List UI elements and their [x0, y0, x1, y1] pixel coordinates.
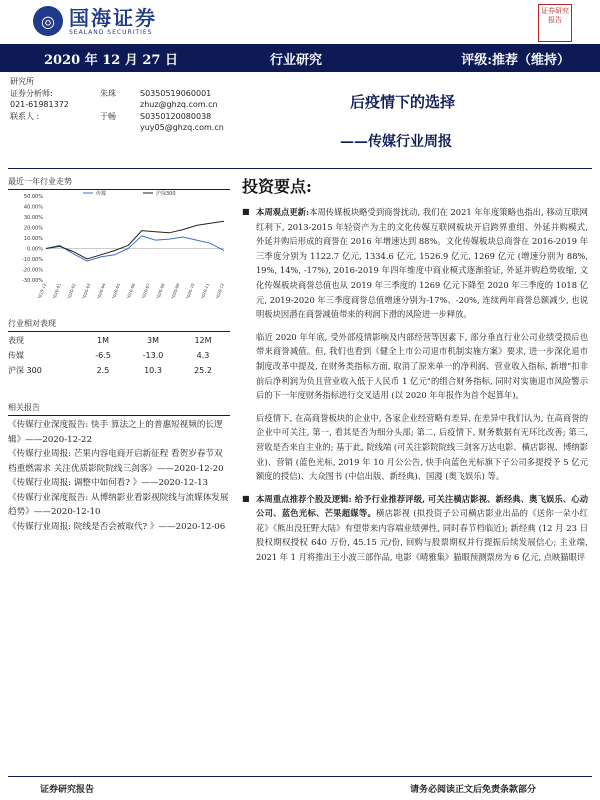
- y-tick-label: 50.00%: [23, 194, 43, 200]
- paragraph: 后疫情下, 在高商誉板块的企业中, 各家企业经营略有差异, 在差异中我们认为, 在高商誉的企业中可关注, 第一, 看其是否为细分头部; 第二, 后疫情下, 财务数据有无环比改善; 第三, 营收是否来自主业的; 基于此, 院线端 (可关注影院院线三剑客万达电影、横店影视、博纳影业)、营销 (蓝色光标, 2019 年 10 月公公告, 快手向蓝色光标旗下子公司多提授予 5 亿元额度的授信)、大众图书 (中信出版、新经典)、国漫 (奥飞娱乐) 等。: [256, 412, 588, 482]
- x-tick-label: 2020-12: [214, 282, 225, 298]
- legend-label: 沪深300: [156, 191, 176, 197]
- x-tick-label: 2020-01: [51, 282, 62, 298]
- related-report-link[interactable]: 《传媒行业深度报告: 快手 算法之上的普惠短视频的长逻辑》——2020-12-22: [8, 420, 223, 445]
- report-subtitle: ——传媒行业周报: [340, 134, 452, 150]
- paragraph-text: 本周传媒板块略受到商誉扰动, 我们在 2021 年年度策略也指出, 移动互联网红利下, 2013-2015 年轻资产为主的文化传媒互联网板块开启跨界重组、外延并购模式, 外延并购后形成的商誉在 2016 年增速达到 88%。文化传媒板块总商誉在 2016-2019 年三季度分别为 1122.7 亿元, 1334.6 亿元, 1526.9 亿元, 1269 亿元 (增速分别为 88%, 19%, 14%, -17%), 2016-2019 年四年维度中商业模式逐渐验证, 外延并购趋势收缩, 文化传媒板块商誉总值也从 2019 年三季度的 1269 亿元下降至 2020 年三季度的 1018 亿元, 2019-2020 年三季度商誉总值增速分别为-17%、-20%, 连续两年商誉总额减少, 也说明板块因潜在商誉减值带来的利润下滑的风险进一步释放。: [256, 207, 588, 320]
- table-cell: 2.5: [96, 366, 110, 375]
- x-tick-label: 2020-04: [95, 282, 107, 298]
- logo-english-name: SEALAND SECURITIES: [69, 28, 153, 36]
- y-tick-label: 20.00%: [23, 225, 43, 232]
- paragraph-lead: 本周观点更新:: [256, 207, 310, 217]
- institute-label: 研究所: [10, 77, 34, 86]
- section-heading: 投资要点:: [242, 177, 312, 196]
- analyst-id: S0350519060001: [140, 88, 212, 98]
- table-cell: 25.2: [194, 366, 212, 375]
- divider: [8, 168, 592, 169]
- related-report-link[interactable]: 《传媒行业周报: 调整中如何看? 》——2020-12-13: [8, 478, 209, 488]
- related-reports-list: [8, 418, 230, 534]
- table-row: [8, 363, 230, 378]
- logo-mark-icon: ◎: [33, 6, 63, 36]
- footer-disclaimer: 请务必阅读正文后免责条款部分: [410, 785, 537, 795]
- x-tick-label: 2020-07: [140, 282, 151, 298]
- analyst-info: [10, 76, 224, 134]
- related-report-link[interactable]: 《传媒行业深度报告: 从博纳影业看影视院线与流媒体发展趋势》——2020-12-10: [8, 492, 229, 517]
- table-header: 12M: [194, 336, 212, 345]
- x-tick-label: 2020-05: [110, 282, 122, 298]
- related-report-link[interactable]: 《传媒行业周报: 院线是否会被取代? 》——2020-12-06: [8, 521, 226, 532]
- trend-chart-svg: [8, 188, 230, 298]
- bullet-paragraph: [242, 205, 588, 330]
- y-tick-label: -30.00%: [22, 278, 43, 284]
- table-cell: 沪深 300: [8, 366, 42, 375]
- y-tick-label: 40.00%: [23, 204, 43, 211]
- bullet-icon: ■: [242, 207, 250, 216]
- y-tick-label: -20.00%: [22, 267, 43, 274]
- analyst-name: 于畅: [100, 111, 116, 121]
- table-row: [8, 348, 230, 363]
- table-header-row: [8, 333, 230, 348]
- y-tick-label: 10.00%: [23, 236, 43, 242]
- analyst-phone: 021-61981372: [10, 100, 69, 109]
- table-header: 3M: [147, 336, 159, 345]
- x-tick-label: 2020-02: [66, 282, 77, 298]
- table-header: 1M: [97, 336, 109, 345]
- report-title: 后疫情下的选择: [350, 93, 456, 111]
- analyst-name: [100, 99, 140, 111]
- company-logo: [33, 6, 157, 36]
- analyst-row: [10, 88, 224, 100]
- plain-paragraph: [242, 411, 588, 492]
- analyst-email[interactable]: yuy05@ghzq.com.cn: [140, 123, 224, 132]
- divider: [8, 331, 230, 332]
- x-tick-label: 2020-10: [184, 282, 196, 298]
- logo-name: 国海证券: [69, 5, 157, 30]
- analyst-role: [10, 122, 100, 134]
- table-cell: 4.3: [196, 351, 210, 360]
- footer-label: 证券研究报告: [40, 785, 95, 795]
- divider: [8, 415, 230, 416]
- paragraph: [256, 205, 588, 322]
- paragraph: 临近 2020 年年底, 受外部疫情影响及内部经营等因素下, 部分垂直行业公司业绩受损后也带来商誉减值。但, 我们也看到《健全上市公司退市机制实施方案》要求, 进一步深化退市制度改革中提及, 在财务类指标方面, 取消了原来单一的净利润、营业收入指标, 新增"扣非前后净利润为负且营业收入低于人民币 1 亿元"的组合财务指标, 同时对实施退市风险警示后的下一年度财务指标进行交叉适用 (以 2020 年年报作为首个起算年)。: [256, 331, 588, 401]
- analyst-id: S0350120080038: [140, 111, 212, 121]
- analyst-name: 朱珠: [100, 88, 116, 98]
- related-section-label: 相关报告: [8, 403, 40, 412]
- header-bar: [0, 44, 600, 72]
- analyst-row: [10, 111, 224, 123]
- report-rating: 评级:推荐（维持）: [461, 52, 570, 68]
- performance-section-label: 行业相对表现: [8, 319, 56, 328]
- performance-section-header: [8, 318, 230, 332]
- industry-trend-chart: [8, 188, 230, 298]
- analyst-row: [10, 99, 224, 111]
- table-cell: -13.0: [142, 351, 164, 360]
- analyst-email[interactable]: zhuz@ghzq.com.cn: [140, 100, 218, 109]
- legend-label: 传媒: [96, 191, 107, 197]
- bullet-paragraph: [242, 492, 588, 573]
- report-category: 行业研究: [270, 52, 323, 68]
- footer-divider: [8, 776, 592, 777]
- report-date: 2020 年 12 月 27 日: [44, 52, 178, 68]
- table-header: 表现: [8, 336, 24, 345]
- table-cell: 传媒: [8, 351, 24, 360]
- x-tick-label: 2020-06: [125, 282, 136, 298]
- paragraph: [256, 492, 588, 565]
- analyst-name: [100, 122, 140, 134]
- x-tick-label: 2020-08: [155, 282, 166, 298]
- x-tick-label: 2020-09: [170, 282, 181, 298]
- bullet-icon: ■: [242, 493, 250, 503]
- x-tick-label: 2019-12: [36, 282, 47, 298]
- y-tick-label: 30.00%: [23, 215, 43, 221]
- table-cell: 10.3: [144, 366, 162, 375]
- performance-table: [8, 333, 230, 378]
- related-report-link[interactable]: 《传媒行业周报: 芒果内容电商开启新征程 看贺岁春节双档重燃需求 关注优质影院院线三剑客》——2020-12-20: [8, 449, 224, 474]
- plain-paragraph: [242, 330, 588, 411]
- related-section-header: [8, 402, 230, 416]
- paragraph-lead: 本周重点推荐个股及逻辑: 给予行业推荐评级, 可关注横店影视、新经典、奥飞娱乐、心动公司、蓝色光标、芒果超媒等。: [256, 493, 588, 519]
- investment-highlights: [242, 174, 588, 573]
- report-stamp: 证券研究报告: [538, 4, 572, 42]
- table-cell: -6.5: [95, 351, 111, 360]
- y-tick-label: 0.00%: [27, 246, 43, 253]
- analyst-row: [10, 122, 224, 134]
- x-tick-label: 2020-03: [81, 282, 92, 298]
- analyst-role: 联系人 :: [10, 111, 40, 121]
- paragraph-text: 横店影视 (拟投资子公司横店影业出品的《送你一朵小红花》《熊出没狂野大陆》有望带来内容端业绩弹性, 同时春节档临近); 新经典 (12 月 23 日股权期权授权 640 万份, 45.15 元/份, 回购与股票期权并行提振后续发展信心; 主业端, 2021 年 1 月将推出王小波三部作品, 电影《晴雅集》猫眼预测票房为 6 亿元, 点映猫眼评: [256, 508, 588, 563]
- y-tick-label: -10.00%: [22, 257, 43, 263]
- chart-section-label: 最近一年行业走势: [8, 177, 72, 186]
- analyst-role: 证券分析师:: [10, 88, 53, 98]
- x-tick-label: 2020-11: [199, 282, 211, 298]
